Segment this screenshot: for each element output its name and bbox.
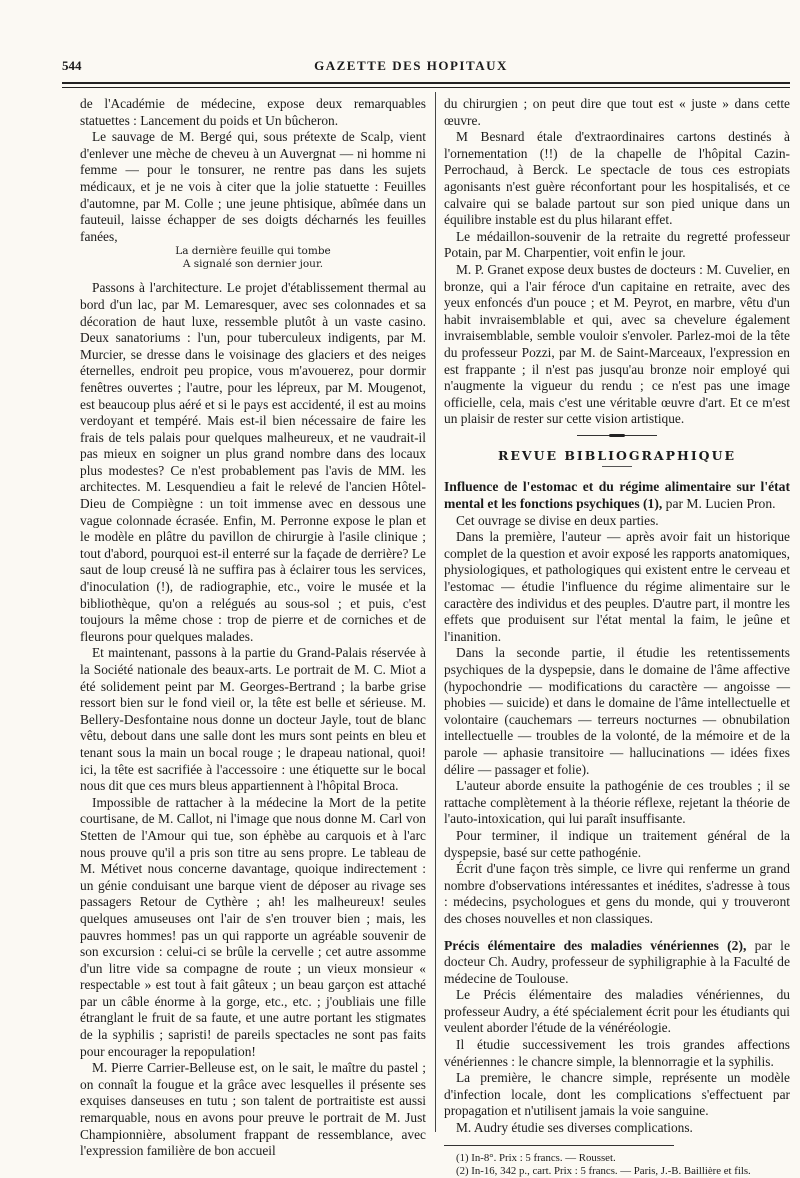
paragraph: La première, le chancre simple, représente un modèle d'infection locale, dont les complications s'effectuent par propagation et n'utilisent jamais la voie sanguine. xyxy=(444,1070,790,1119)
left-column xyxy=(80,96,426,1160)
ornament-divider xyxy=(577,435,657,436)
paragraph: Il étudie successivement les trois grandes affections vénériennes : le chancre simple, la blennorragie et la syphilis. xyxy=(444,1037,790,1069)
footnote: (1) In-8°. Prix : 5 francs. — Rousset. xyxy=(456,1151,616,1164)
paragraph: de l'Académie de médecine, expose deux remarquables statuettes : Lancement du poids et Un bûcheron. xyxy=(80,96,426,128)
verse-line: A signalé son dernier jour. xyxy=(182,257,324,270)
right-column xyxy=(444,96,790,1178)
paragraph: Le sauvage de M. Bergé qui, sous prétexte de Scalp, vient d'enlever une mèche de cheveu à un Auvergnat — ni homme ni femme — pour le tonsurer, ne rentre pas dans les sujets médicaux, et je ne vois à citer que la jolie statuette : Feuilles d'automne, par M. Colle ; une jeune phtisique, abîmée dans un fauteuil, laisse échapper de ses doigts décharnés les feuilles fanées, xyxy=(80,129,426,244)
paragraph: Le Précis élémentaire des maladies vénériennes, du professeur Audry, a été spécialement écrit pour les étudiants qui veulent aborder l'étude de la vénéréologie. xyxy=(444,987,790,1036)
paragraph: M. Audry étudie ses diverses complications. xyxy=(456,1120,693,1136)
paragraph: Pour terminer, il indique un traitement général de la dyspepsie, basé sur cette pathogénie. xyxy=(444,827,790,860)
section-title: REVUE BIBLIOGRAPHIQUE xyxy=(497,447,737,463)
paragraph: Le médaillon-souvenir de la retraite du regretté professeur Potain, par M. Charpentier, voit enfin le jour. xyxy=(444,228,790,261)
paragraph: Cet ouvrage se divise en deux parties. xyxy=(456,512,659,528)
book-heading xyxy=(444,938,790,988)
paragraph: M. Pierre Carrier-Belleuse est, on le sait, le maître du pastel ; on connaît la fougue et la grâce avec lesquelles il présente ses exquises danseuses en tutu ; son talent de portraitiste est aussi remarquable, nous en avons pour preuve le portrait de M. Just Championnière, absolument frappant de ressemblance, avec l'expression familière de bon accueil xyxy=(80,1060,426,1159)
paragraph: Et maintenant, passons à la partie du Grand-Palais réservée à la Société nationale des beaux-arts. Le portrait de M. C. Miot a été solidement peint par M. Georges-Bertrand ; la barbe grise ressort bien sur le fond vieil or, la tête est belle et sérieuse. M. Bellery-Desfontaine nous donne un docteur Jayle, tout de blanc vêtu, debout dans une salle dont les murs sont peints en bleu et tenant sous la main un bocal rouge ; le drapeau national, quoi! ici, la tête est sacrifiée à l'accessoire : une étiquette sur le bocal nous dit que ces murs bleus appartiennent à l'hôpital Broca. xyxy=(80,645,426,794)
paragraph: L'auteur aborde ensuite la pathogénie de ces troubles ; il se rattache complètement à la théorie réflexe, rejetant la théorie de l'auto-intoxication, qui lui paraît insuffisante. xyxy=(444,778,790,827)
paragraph: M Besnard étale d'extraordinaires cartons destinés à l'ornementation (!!) de la chapelle de l'hôpital Cazin-Perrochaud, à Berck. Le spectacle de tous ces estropiats agonisants n'est guère réconfortant pour les hospitalisés, et ce calvaire qui se balade partout sur son pied unique dans un équilibre instable est du plus hilarant effet. xyxy=(444,129,790,228)
header-rule-thin xyxy=(62,87,790,88)
book-heading xyxy=(444,479,790,512)
footnote-rule xyxy=(444,1145,674,1146)
paragraph: Passons à l'architecture. Le projet d'établissement thermal au bord d'un lac, par M. Lemaresquer, avec ses colonnades et sa décoration de haut luxe, ressemble plutôt à un vaste casino. Deux sanatoriums : l'un, pour tuberculeux indigents, par M. Murcier, se dresse dans le voisinage des glaciers et des neiges éternelles, endroit peu propice, vous m'avouerez, pour dormir fenêtres ouvertes ; l'autre, pour les lépreux, par M. Mougenot, est beaucoup plus aéré et si le pays est accidenté, il est au moins verdoyant et tempéré. Mais est-il bien nécessaire de faire les frais de tels palais pour quelques malheureux, et ne vaudrait-il pas mieux en soigner un plus grand nombre dans des locaux plus modestes? Ce n'est probablement pas l'avis de MM. les architectes. M. Lesquendieu a fait le relevé de l'ancien Hôtel-Dieu de Compiègne : un toit immense avec en dessous une vague colonnade écrasée. Enfin, M. Perronne expose le plan et le modèle en plâtre du pavillon de chirurgie à l'asile clinique ; tout d'abord, pourquoi est-il enterré sur la façade de derrière? Le saut de loup creusé là ne suffira pas à éclairer tous les services, d'inoculation (!), de radiographie, etc., voire le musée et la bibliothèque, qu'on a relégués au sous-sol ; et puis, c'est toujours la même chose : trop de pierre et de corniches et de fleurons pour quelques malades. xyxy=(80,280,426,644)
header-rule xyxy=(62,82,790,84)
page-header xyxy=(62,58,760,78)
paragraph: M. P. Granet expose deux bustes de docteurs : M. Cuvelier, en bronze, qui a l'air féroce d'un capitaine en retraite, avec des yeux enfoncés d'un pouce ; et M. Peyrot, en marbre, vêtu d'un habit invraisemblable et qui, avec sa chevelure également invraisemblable, semble vouloir s'envoler. Parlez-moi de la tête du professeur Pozzi, par M. de Saint-Marceaux, l'expression en est frappante ; il n'est pas jusqu'au bronze noir employé qui n'augmente la vigueur du rendu ; ce n'est pas une image officielle, cela, mais c'est une véritable œuvre d'art. Et ce m'est un plaisir de rester sur cette vision artistique. xyxy=(444,261,790,427)
column-divider xyxy=(435,92,436,1132)
page-number: 544 xyxy=(62,58,82,73)
verse-line: La dernière feuille qui tombe xyxy=(175,245,331,258)
journal-title: GAZETTE DES HOPITAUX xyxy=(314,58,508,73)
book-author: par le docteur Ch. Audry, professeur de syphiligraphie à la Faculté de médecine de Toulouse. xyxy=(444,937,790,986)
paragraph: Dans la première, l'auteur — après avoir fait un historique complet de la question et avoir exposé les rapports anatomiques, physiologiques, et pathologiques qui existent entre le cerveau et l'estomac — étudie l'influence du régime alimentaire sur le caractère des individus et des peuples. D'autre part, il montre les effets que produisent sur l'état mental la faim, le jeûne et l'inanition. xyxy=(444,529,790,644)
paragraph: Impossible de rattacher à la médecine la Mort de la petite courtisane, de M. Callot, ni l'image que nous donne M. Carl von Stetten de l'Amour qui tue, son éphèbe au carquois et à l'arc nous prouve qu'il a pris son titre au sens propre. Le tableau de M. Métivet nous concerne davantage, quoique indirectement : un génie conduisant une barque vient de déposer au rivage ses passagers Retour de Cythère ; ah! les malheureux! seules quelques amuseuses ont l'air de s'en trouver bien ; mais, les pauvres hommes! pas un qui rapporte un agréable souvenir de son excursion : celui-ci se brûle la cervelle ; cet autre assomme d'un litre vide sa compagne de route ; un vieux monsieur « respectable » est tout à fait gâteux ; un beau garçon est attaché par un câble énorme à la gorge, etc., etc. ; j'oubliais une fille étranglant le fruit de sa faute, et une autre portant les stigmates de la syphilis ; sapristi! de pareils spectacles ne sont pas faits pour encourager la repopulation! xyxy=(80,794,426,1059)
footnote: (2) In-16, 342 p., cart. Prix : 5 francs. — Paris, J.-B. Baillière et fils. xyxy=(456,1164,751,1177)
paragraph: Écrit d'une façon très simple, ce livre qui renferme un grand nombre d'observations intéressantes et inédites, s'adresse à tous : médecins, psychologues et gens du monde, qui y trouveront des choses nouvelles et non classiques. xyxy=(444,861,790,926)
book-title: Précis élémentaire des maladies vénériennes (2), xyxy=(444,937,747,953)
paragraph: Dans la seconde partie, il étudie les retentissements psychiques de la dyspepsie, dans le domaine de l'âme affective (hypochondrie — modifications du caractère — angoisse — phobies — suicide) et dans le domaine de l'âme intellectuelle et volontaire (cauchemars — terreurs nocturnes — obnubilation intellectuelle — troubles de la volonté, de la mémoire et de la parole — aphasie transitoire — hallucinations — idées fixes délire — passager et folie). xyxy=(444,645,790,777)
book-title: Influence de l'estomac et du régime alimentaire sur l'état mental et les fonctions psychiques (1), xyxy=(444,479,790,512)
section-underline xyxy=(602,466,632,467)
book-author: par M. Lucien Pron. xyxy=(662,496,776,512)
paragraph: du chirurgien ; on peut dire que tout est « juste » dans cette œuvre. xyxy=(444,96,790,128)
